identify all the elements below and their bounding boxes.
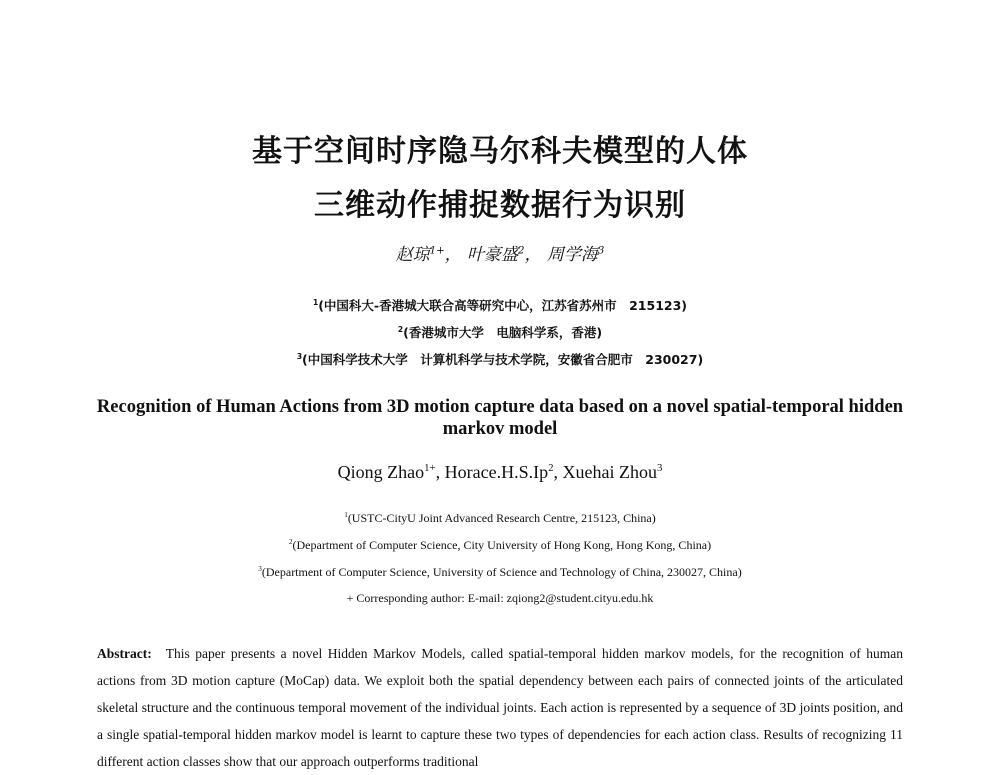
chinese-title-line-1: 基于空间时序隐马尔科夫模型的人体 xyxy=(252,134,748,169)
english-author: Qiong Zhao$^{1+}$, xyxy=(337,462,445,482)
chinese-author: 叶豪盛$^2$， xyxy=(467,245,542,265)
corresponding-author: + Corresponding author: E-mail: zqiong2@student.cityu.edu.hk xyxy=(346,591,654,605)
abstract xyxy=(97,640,903,775)
english-author: Xuehai Zhou$^3$ xyxy=(562,462,663,482)
abstract-text: This paper presents a novel Hidden Markov Models, called spatial-temporal hidden markov models, for the recognition of human actions from 3D motion capture (MoCap) data. We exploit both the spatial dependency between each pairs of connected joints of the articulated skeletal structure and the continuous temporal movement of the individual joints. Each action is represented by a sequence of 3D joints position, and a single spatial-temporal hidden markov model is learnt to capture these two types of dependencies for each action class. Results of recognizing 11 different action classes show that our approach outperforms traditional xyxy=(97,646,903,769)
chinese-author-list xyxy=(0,240,1000,265)
chinese-affiliation-1: $^1$(中国科大-香港城大联合高等研究中心，江苏省苏州市 215123) xyxy=(312,297,688,313)
abstract-label: Abstract: xyxy=(97,646,152,661)
english-affiliation-3: $^3$(Department of Computer Science, University of Science and Technology of China, 230027, China) xyxy=(258,565,742,579)
english-affiliation-2: $^2$(Department of Computer Science, City University of Hong Kong, Hong Kong, China) xyxy=(288,538,712,552)
english-author: Horace.H.S.Ip$^2$, xyxy=(444,462,563,482)
english-author-list xyxy=(0,462,1000,483)
chinese-affiliation-2: $^2$(香港城市大学 电脑科学系，香港) xyxy=(397,324,603,340)
chinese-affiliation-3: $^3$(中国科学技术大学 计算机科学与技术学院，安徽省合肥市 230027) xyxy=(296,351,704,367)
chinese-author: 赵琼$^{1+}$， xyxy=(395,245,462,265)
chinese-title-line-2: 三维动作捕捉数据行为识别 xyxy=(314,188,686,223)
english-affiliation-1: $^1$(USTC-CityU Joint Advanced Research Centre, 215123, China) xyxy=(344,511,656,525)
chinese-author: 周学海$^3$ xyxy=(546,245,605,265)
english-title: Recognition of Human Actions from 3D motion capture data based on a novel spatial-temporal hidden markov model xyxy=(96,397,904,439)
